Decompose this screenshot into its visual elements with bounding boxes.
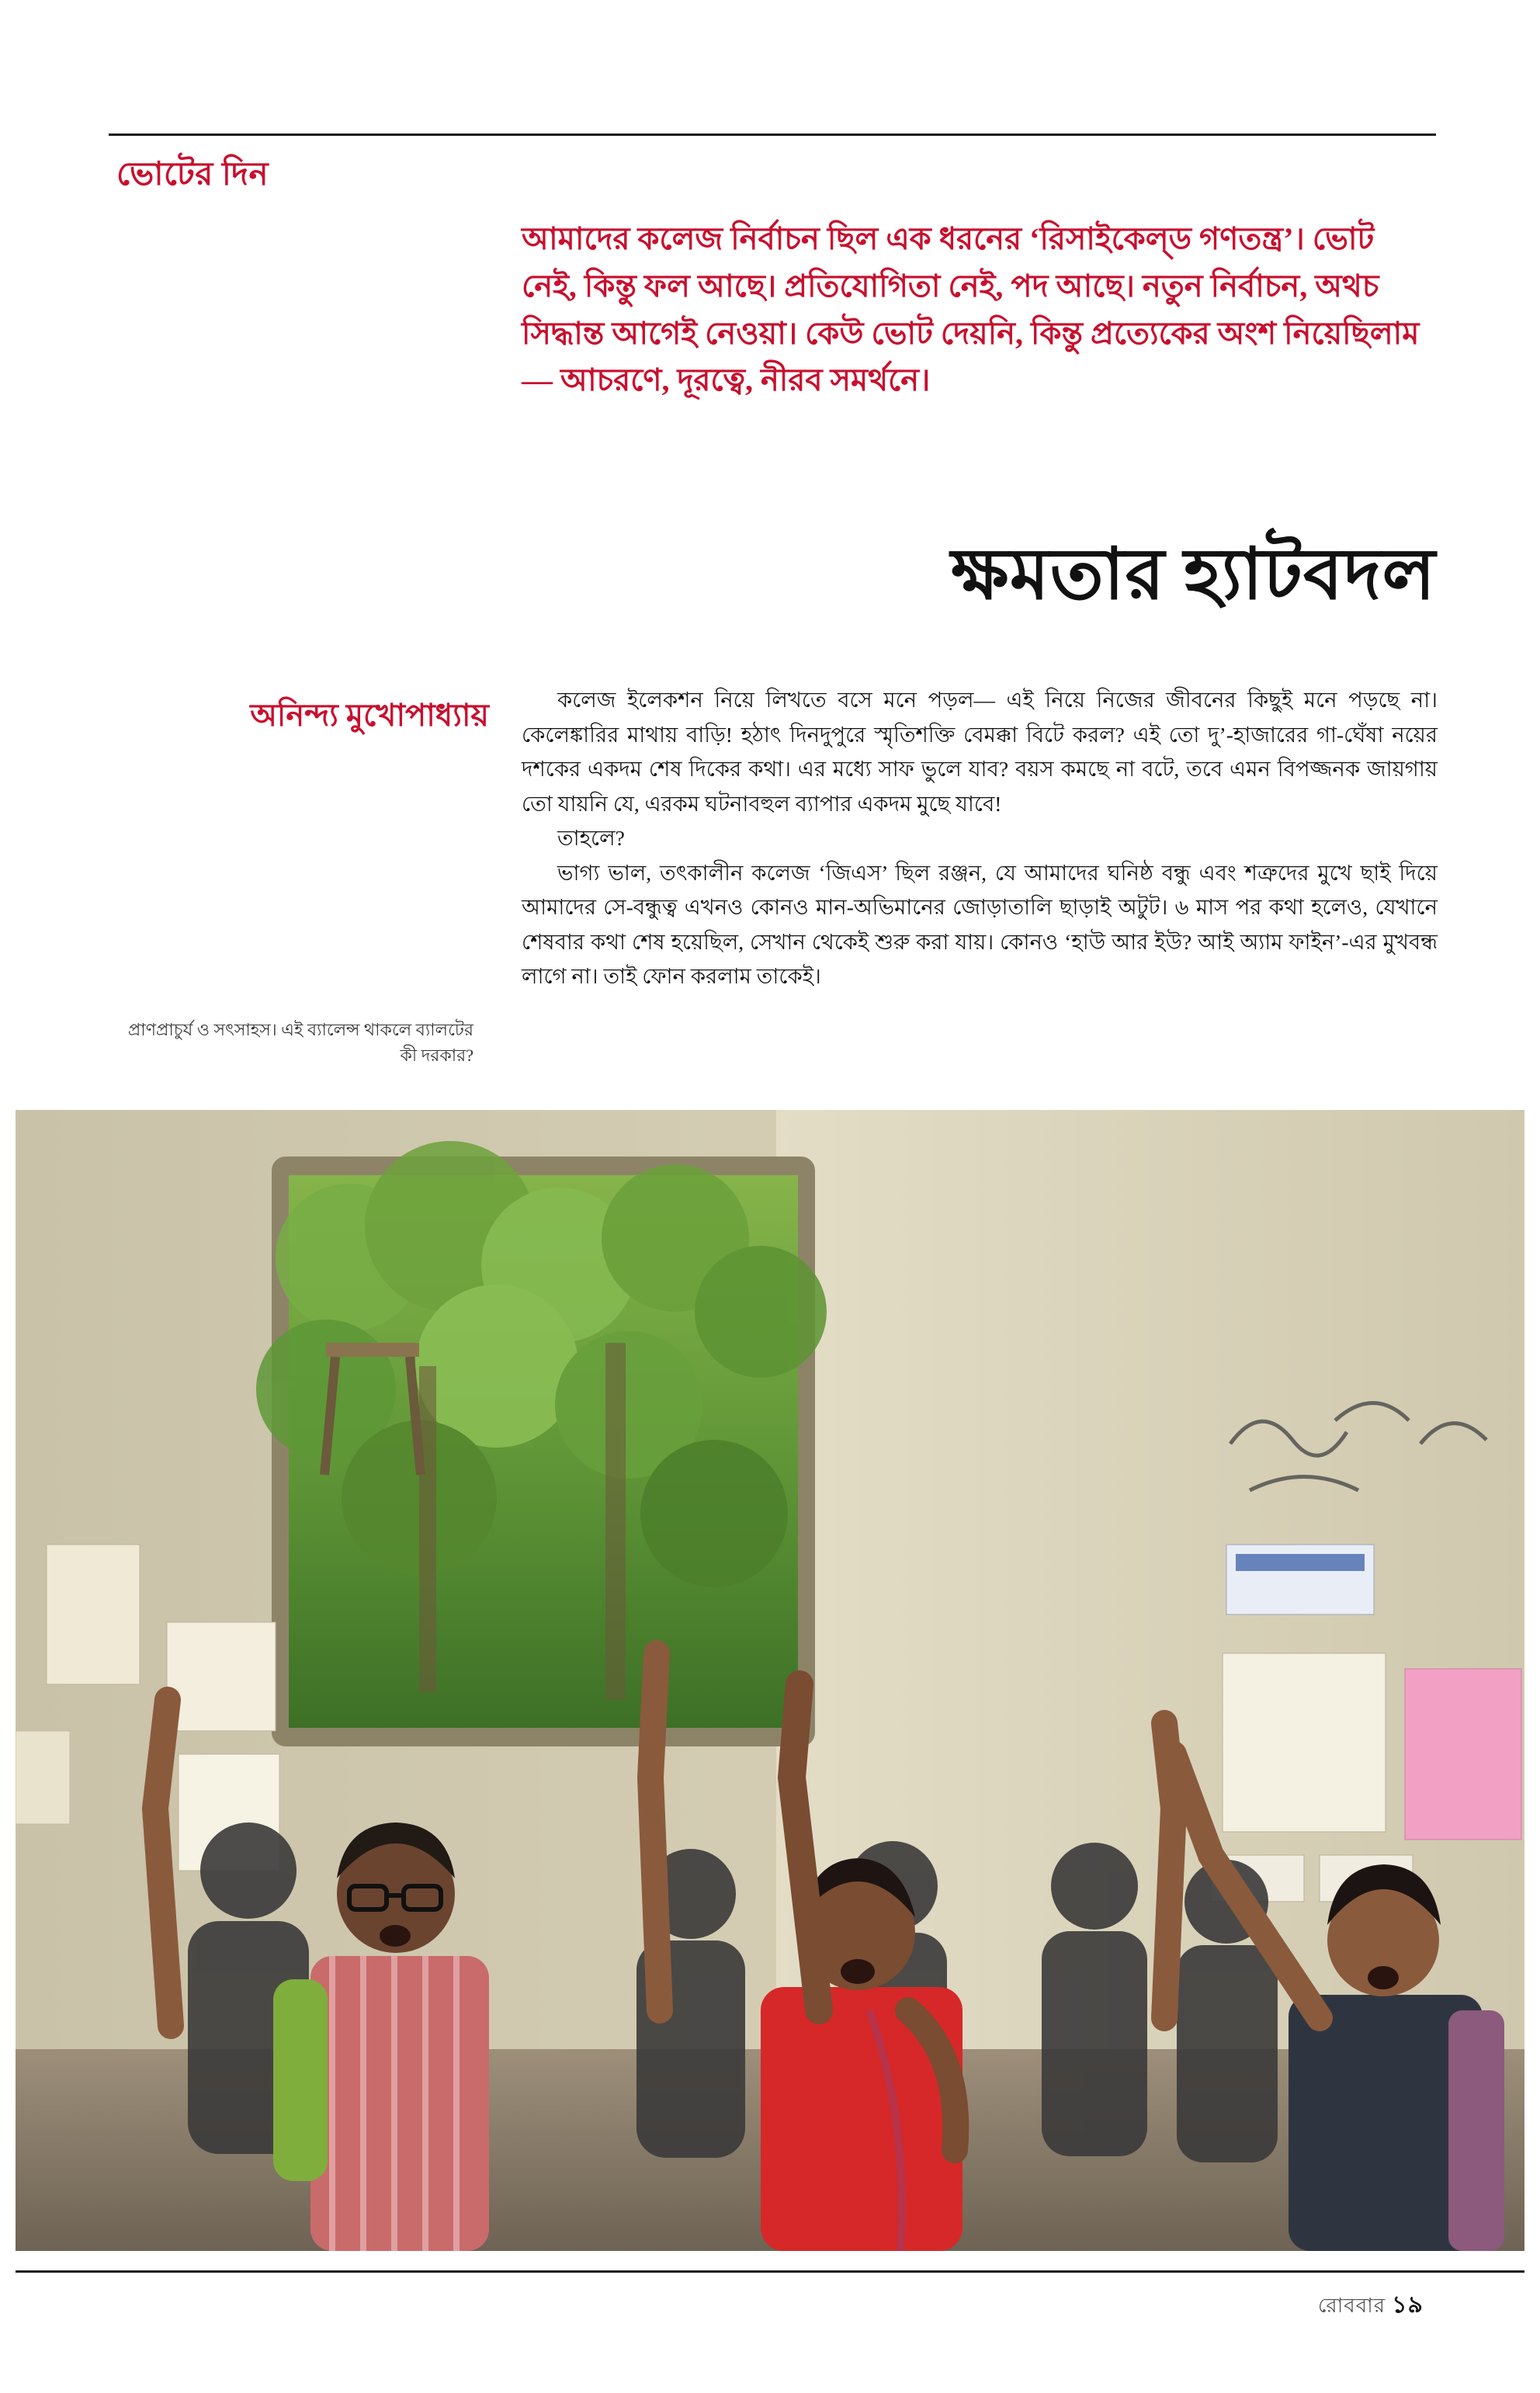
page-folio: [1318, 2286, 1424, 2325]
body-paragraph: তাহলে?: [557, 826, 625, 851]
magazine-name: রোববার: [1317, 2294, 1386, 2317]
article-body: [522, 683, 1438, 994]
body-paragraph: কলেজ ইলেকশন নিয়ে লিখতে বসে মনে পড়ল— এই নিয়ে নিজের জীবনের কিছুই মনে পড়ছে না। কেলেঙ্কারির মাথায় বাড়ি! হঠাৎ দিনদুপুরে স্মৃতিশক্তি বেমক্কা বিটে করল? এই তো দু’-হাজারের গা-ঘেঁষা নয়ের দশকের একদম শেষ দিকের কথা। এর মধ্যে সাফ ভুলে যাব? বয়স কমছে না বটে, তবে এমন বিপজ্জনক জায়গায় তো যায়নি যে, এরকম ঘটনাবহুল ব্যাপার একদম মুছে যাবে!: [522, 688, 1438, 816]
page-number: ১৯: [1392, 2292, 1424, 2318]
top-divider: [109, 134, 1436, 136]
standfirst-text: আমাদের কলেজ নির্বাচন ছিল এক ধরনের ‘রিসাইকেল্‌ড গণতন্ত্র’। ভোট নেই, কিন্তু ফল আছে। প্রতিযোগিতা নেই, পদ আছে। নতুন নির্বাচন, অথচ সিদ্ধান্ত আগেই নেওয়া। কেউ ভোট দেয়নি, কিন্তু প্রত্যেকের অংশ নিয়েছিলাম— আচরণে, দূরত্বে, নীরব সমর্থনে।: [522, 221, 1420, 398]
page-title: ক্ষমতার হ্যাটবদল: [951, 535, 1436, 614]
footer-divider: [16, 2270, 1524, 2273]
body-paragraph: ভাগ্য ভাল, তৎকালীন কলেজ ‘জিএস’ ছিল রঞ্জন, যে আমাদের ঘনিষ্ঠ বন্ধু এবং শত্রুদের মুখে ছাই দিয়ে আমাদের সে-বন্ধুত্ব এখনও কোনও মান-অভিমানের জোড়াতালি ছাড়াই অটুট। ৬ মাস পর কথা হলেও, যেখানে শেষবার কথা শেষ হয়েছিল, সেখান থেকেই শুরু করা যায়। কোনও ‘হাউ আর ইউ? আই অ্যাম ফাইন’-এর মুখবন্ধ লাগে না। তাই ফোন করলাম তাকেই।: [522, 860, 1438, 989]
photo-caption: প্রাণপ্রাচুর্য ও সৎসাহস। এই ব্যালেন্স থাকলে ব্যালটের কী দরকার?: [127, 1020, 473, 1065]
author-byline: অনিন্দ্য মুখোপাধ্যায়: [250, 698, 489, 733]
article-photo: [16, 1110, 1524, 2251]
section-kicker: ভোটের দিন: [116, 157, 269, 192]
